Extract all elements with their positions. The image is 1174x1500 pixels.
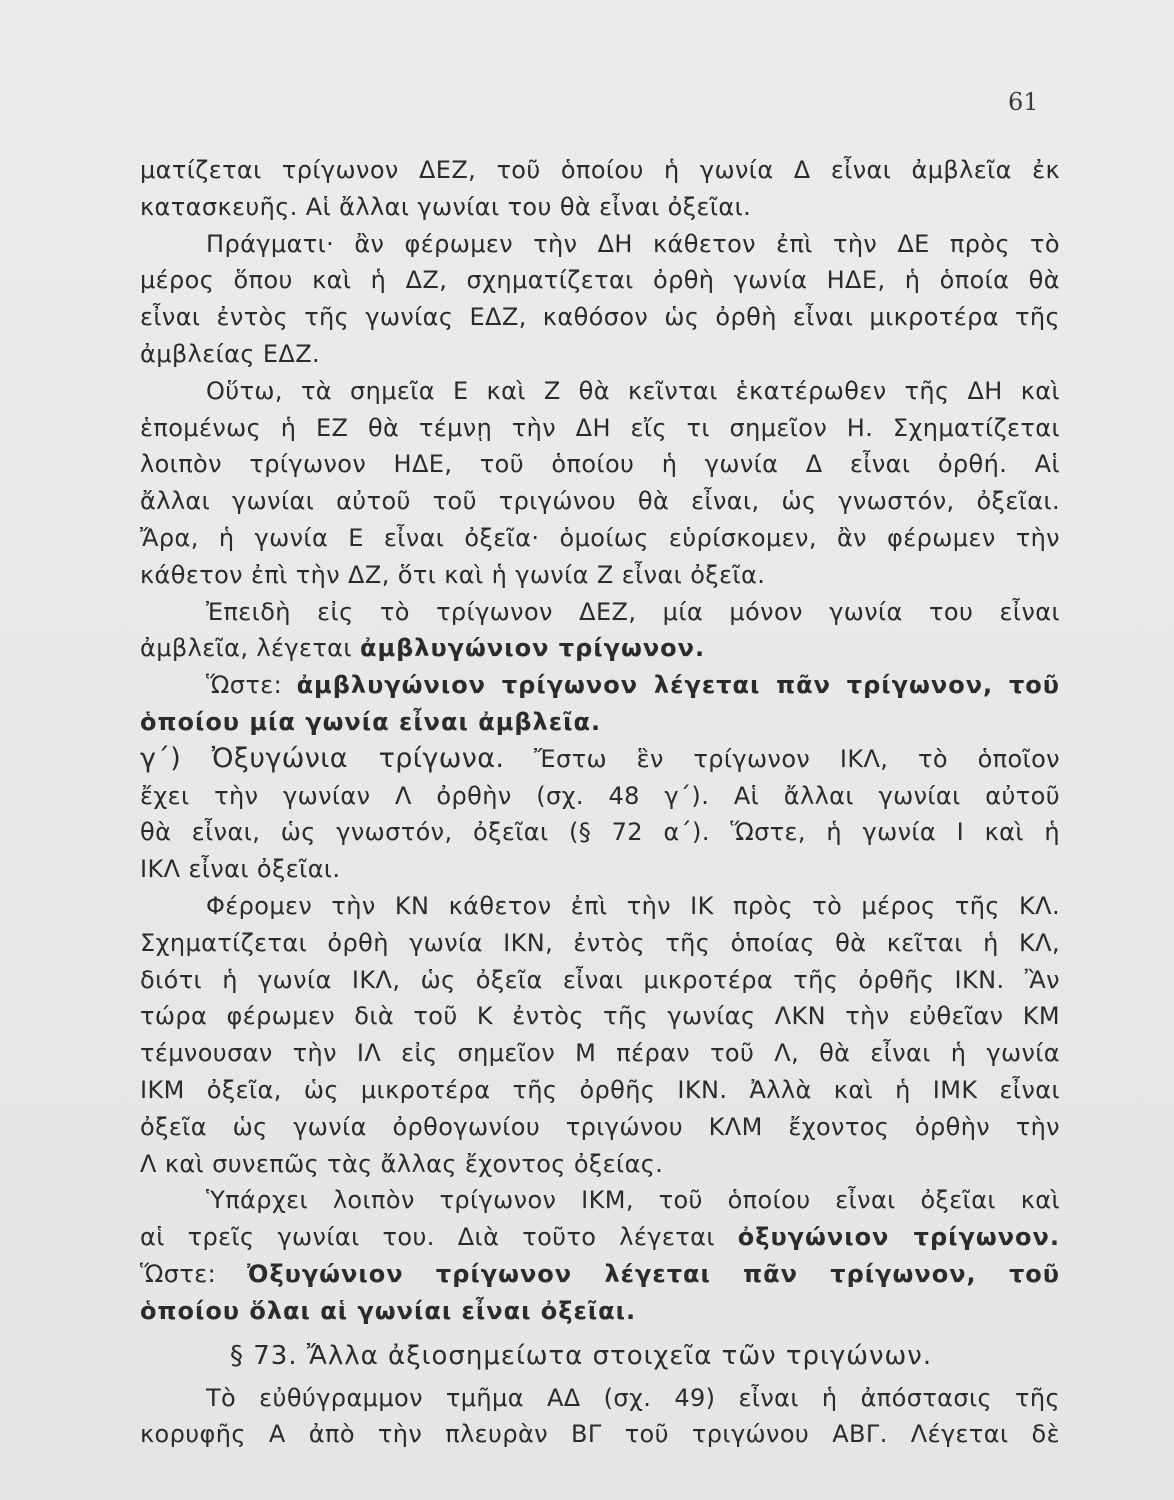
- text-fragment: Ὑπάρχει λοιπὸν τρίγωνον ΙΚΜ, τοῦ ὁποίου εἶναι ὀξεῖαι καὶ: [206, 1186, 1060, 1215]
- text-fragment: Ἔστω ἓν τρίγωνον ΙΚΛ, τὸ ὁποῖον: [504, 744, 1060, 773]
- text-fragment: ἄλλαι γωνίαι αὐτοῦ τοῦ τριγώνου θὰ εἶναι, ὡς γνωστόν, ὀξεῖαι.: [140, 487, 1060, 516]
- text-line: [140, 814, 1060, 851]
- text-line: [140, 1146, 1060, 1183]
- text-fragment: Ὥστε:: [140, 1259, 248, 1288]
- text-fragment: εἶναι ἐντὸς τῆς γωνίας ΕΔΖ, καθόσον ὡς ὀρθὴ εἶναι μικροτέρα τῆς: [140, 303, 1060, 332]
- text-line: [140, 1256, 1060, 1293]
- text-line: [140, 851, 1060, 888]
- text-fragment: Ἄρα, ἡ γωνία Ε εἶναι ὀξεῖα· ὁμοίως εὑρίσκομεν, ἂν φέρωμεν τὴν: [140, 523, 1060, 552]
- bold-definition-text: ὁποίου μία γωνία εἶναι ἀμβλεῖα.: [140, 707, 602, 736]
- text-line: [140, 741, 1060, 778]
- text-fragment: κορυφῆς Α ἀπὸ τὴν πλευρὰν ΒΓ τοῦ τριγώνου ΑΒΓ. Λέγεται δὲ: [140, 1420, 1060, 1449]
- text-fragment: ἀμβλείας ΕΔΖ.: [140, 339, 321, 368]
- bold-definition-text: ἀμβλυγώνιον τρίγωνον.: [359, 634, 706, 663]
- text-fragment: ὀξεῖα ὡς γωνία ὀρθογωνίου τριγώνου ΚΛΜ ἔχοντος ὀρθὴν τὴν: [140, 1112, 1060, 1141]
- text-fragment: ματίζεται τρίγωνον ΔΕΖ, τοῦ ὁποίου ἡ γωνία Δ εἶναι ἀμβλεῖα ἐκ: [140, 156, 1060, 184]
- text-fragment: Σχηματίζεται ὀρθὴ γωνία ΙΚΝ, ἐντὸς τῆς ὁποίας θὰ κεῖται ἡ ΚΛ,: [140, 928, 1060, 957]
- text-fragment: Ἐπειδὴ εἰς τὸ τρίγωνον ΔΕΖ, μία μόνον γωνία του εἶναι: [206, 597, 1060, 626]
- text-line: [140, 962, 1060, 999]
- text-fragment: Λ καὶ συνεπῶς τὰς ἄλλας ἔχοντος ὀξείας.: [140, 1149, 664, 1178]
- text-line: [140, 189, 1060, 226]
- text-line: [140, 262, 1060, 299]
- text-line: [140, 667, 1060, 704]
- text-fragment: διότι ἡ γωνία ΙΚΛ, ὡς ὀξεῖα εἶναι μικροτέρα τῆς ὀρθῆς ΙΚΝ. Ἂν: [140, 965, 1060, 994]
- text-line: [140, 1380, 1060, 1417]
- text-fragment: Ὥστε:: [206, 671, 297, 700]
- text-line: [140, 1219, 1060, 1256]
- text-fragment: ΙΚΛ εἶναι ὀξεῖαι.: [140, 855, 341, 884]
- text-line: [140, 704, 1060, 741]
- subsection-title: γ΄) Ὀξυγώνια τρίγωνα.: [140, 742, 505, 774]
- text-fragment: ἑπομένως ἡ ΕΖ θὰ τέμνῃ τὴν ΔΗ εἴς τι σημεῖον Η. Σχηματίζεται: [140, 413, 1060, 442]
- text-fragment: ἔχει τὴν γωνίαν Λ ὀρθὴν (σχ. 48 γ΄). Αἱ ἄλλαι γωνίαι αὐτοῦ: [140, 781, 1060, 810]
- text-line: [140, 299, 1060, 336]
- text-line: [140, 594, 1060, 631]
- text-line: [140, 778, 1060, 815]
- text-fragment: § 73. Ἄλλα ἀξιοσημείωτα στοιχεῖα τῶν τριγώνων.: [230, 1340, 933, 1371]
- page-text-body: [140, 152, 1060, 1453]
- text-fragment: λοιπὸν τρίγωνον ΗΔΕ, τοῦ ὁποίου ἡ γωνία Δ εἶναι ὀρθή. Αἱ: [140, 450, 1060, 479]
- text-line: [140, 557, 1060, 594]
- text-line: [140, 373, 1060, 410]
- bold-definition-text: ἀμβλυγώνιον τρίγωνον λέγεται πᾶν τρίγωνον, τοῦ: [296, 671, 1060, 700]
- text-fragment: Φέρομεν τὴν ΚΝ κάθετον ἐπὶ τὴν ΙΚ πρὸς τὸ μέρος τῆς ΚΛ.: [206, 891, 1060, 920]
- text-line: [140, 888, 1060, 925]
- text-fragment: ΙΚΜ ὀξεῖα, ὡς μικροτέρα τῆς ὀρθῆς ΙΚΝ. Ἀλλὰ καὶ ἡ ΙΜΚ εἶναι: [140, 1075, 1060, 1104]
- bold-definition-text: Ὀξυγώνιον τρίγωνον λέγεται πᾶν τρίγωνον, τοῦ: [247, 1259, 1060, 1288]
- text-fragment: αἱ τρεῖς γωνίαι του. Διὰ τοῦτο λέγεται: [140, 1223, 738, 1252]
- text-line: [140, 1109, 1060, 1146]
- bold-definition-text: ὁποίου ὅλαι αἱ γωνίαι εἶναι ὀξεῖαι.: [140, 1296, 637, 1325]
- text-line: [140, 1182, 1060, 1219]
- text-fragment: κατασκευῆς. Αἱ ἄλλαι γωνίαι του θὰ εἶναι ὀξεῖαι.: [140, 192, 752, 221]
- text-line: [140, 1416, 1060, 1453]
- text-line: [140, 998, 1060, 1035]
- section-heading: [140, 1336, 1060, 1376]
- text-line: [140, 226, 1060, 263]
- text-line: [140, 630, 1060, 667]
- page-number: 61: [1008, 88, 1039, 116]
- bold-definition-text: ὀξυγώνιον τρίγωνον.: [737, 1223, 1061, 1252]
- text-fragment: τώρα φέρωμεν διὰ τοῦ Κ ἐντὸς τῆς γωνίας ΛΚΝ τὴν εὐθεῖαν ΚΜ: [140, 1002, 1060, 1031]
- text-line: [140, 1293, 1060, 1330]
- text-line: [140, 446, 1060, 483]
- text-line: [140, 410, 1060, 447]
- text-line: [140, 336, 1060, 373]
- text-line: [140, 483, 1060, 520]
- text-fragment: ἀμβλεῖα, λέγεται: [140, 634, 360, 663]
- text-fragment: τέμνουσαν τὴν ΙΛ εἰς σημεῖον Μ πέραν τοῦ Λ, θὰ εἶναι ἡ γωνία: [140, 1039, 1060, 1068]
- text-fragment: Τὸ εὐθύγραμμον τμῆμα ΑΔ (σχ. 49) εἶναι ἡ ἀπόστασις τῆς: [206, 1383, 1060, 1412]
- text-line: [140, 520, 1060, 557]
- text-fragment: μέρος ὅπου καὶ ἡ ΔΖ, σχηματίζεται ὀρθὴ γωνία ΗΔΕ, ἡ ὁποία θὰ: [140, 266, 1060, 295]
- text-line: [140, 1035, 1060, 1072]
- text-fragment: κάθετον ἐπὶ τὴν ΔΖ, ὅτι καὶ ἡ γωνία Ζ εἶναι ὀξεῖα.: [140, 560, 766, 589]
- text-fragment: θὰ εἶναι, ὡς γνωστόν, ὀξεῖαι (§ 72 α΄). Ὥστε, ἡ γωνία Ι καὶ ἡ: [140, 818, 1060, 847]
- text-fragment: Πράγματι· ἂν φέρωμεν τὴν ΔΗ κάθετον ἐπὶ τὴν ΔΕ πρὸς τὸ: [206, 229, 1060, 258]
- text-line: [140, 1072, 1060, 1109]
- text-fragment: Οὕτω, τὰ σημεῖα Ε καὶ Ζ θὰ κεῖνται ἑκατέρωθεν τῆς ΔΗ καὶ: [206, 376, 1060, 405]
- text-line: [140, 925, 1060, 962]
- text-line: [140, 152, 1060, 189]
